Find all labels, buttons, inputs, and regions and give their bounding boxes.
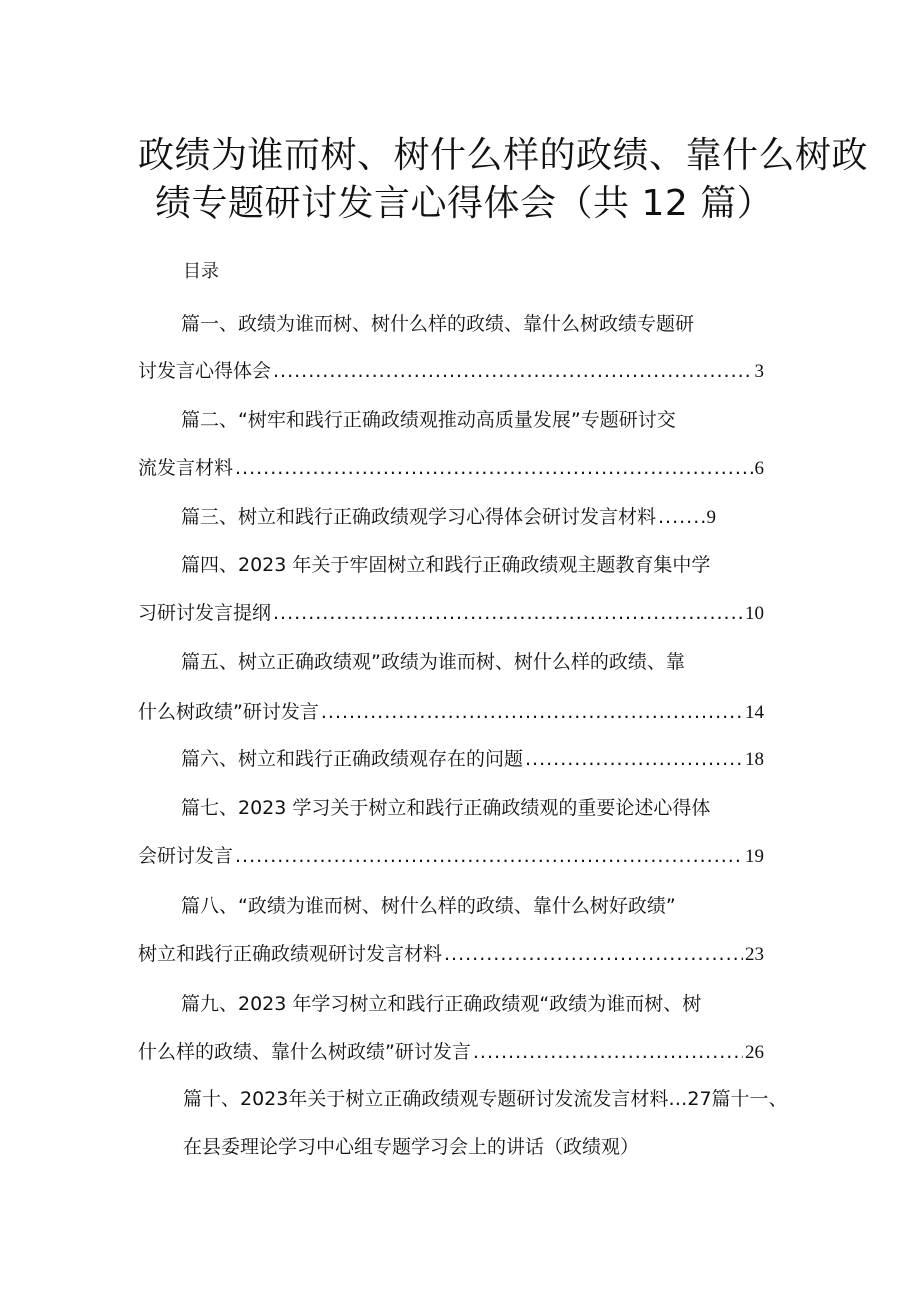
toc-page-number: 23 bbox=[745, 944, 764, 965]
toc-entry-8-line-1[interactable]: 篇八、“政绩为谁而树、树什么样的政绩、靠什么树好政绩” bbox=[181, 895, 676, 917]
toc-entry-text: 讨发言心得体会 bbox=[138, 360, 272, 382]
toc-page-number: 9 bbox=[706, 507, 716, 528]
toc-page-number: 3 bbox=[754, 361, 764, 382]
toc-entry-5-line-2[interactable] bbox=[138, 699, 764, 726]
toc-entry-1-line-1[interactable]: 篇一、政绩为谁而树、树什么样的政绩、靠什么树政绩专题研 bbox=[181, 313, 695, 335]
toc-entry-10-11-line-1[interactable]: 篇十、2023年关于树立正确政绩观专题研讨发流发言材料…27篇十一、 bbox=[183, 1088, 788, 1110]
toc-leader-dots bbox=[235, 843, 743, 869]
toc-entry-8-line-2[interactable] bbox=[138, 941, 764, 968]
toc-entry-text: 篇六、树立和践行正确政绩观存在的问题 bbox=[181, 748, 524, 770]
toc-entry-text: 习研讨发言提纲 bbox=[138, 602, 272, 624]
toc-entry-7-line-1[interactable]: 篇七、2023 学习关于树立和践行正确政绩观的重要论述心得体 bbox=[181, 797, 711, 819]
toc-leader-dots bbox=[321, 699, 743, 725]
toc-leader-dots bbox=[444, 941, 743, 967]
toc-page-number: 19 bbox=[745, 846, 764, 867]
toc-leader-dots bbox=[273, 358, 752, 384]
toc-entry-9-line-2[interactable] bbox=[138, 1039, 764, 1066]
toc-entry-6[interactable] bbox=[181, 746, 764, 773]
toc-entry-11-line-2[interactable]: 在县委理论学习中心组专题学习会上的讲话（政绩观） bbox=[183, 1136, 640, 1158]
toc-heading: 目录 bbox=[183, 261, 219, 282]
toc-entry-5-line-1[interactable]: 篇五、树立正确政绩观”政绩为谁而树、树什么样的政绩、靠 bbox=[181, 651, 685, 673]
toc-leader-dots bbox=[273, 600, 743, 626]
toc-entry-text: 什么树政绩”研讨发言 bbox=[138, 701, 319, 723]
toc-leader-dots bbox=[235, 455, 752, 481]
toc-page-number: 14 bbox=[745, 702, 764, 723]
toc-leader-dots bbox=[473, 1039, 743, 1065]
toc-entry-3[interactable] bbox=[181, 504, 716, 531]
toc-entry-text: 树立和践行正确政绩观研讨发言材料 bbox=[138, 943, 443, 965]
toc-entry-7-line-2[interactable] bbox=[138, 843, 764, 870]
toc-entry-9-line-1[interactable]: 篇九、2023 年学习树立和践行正确政绩观“政绩为谁而树、树 bbox=[181, 993, 702, 1015]
toc-leader-dots bbox=[525, 746, 743, 772]
toc-page-number: 6 bbox=[754, 458, 764, 479]
toc-entry-4-line-1[interactable]: 篇四、2023 年关于牢固树立和践行正确政绩观主题教育集中学 bbox=[181, 554, 711, 576]
toc-leader-dots bbox=[658, 504, 704, 530]
toc-page-number: 18 bbox=[745, 749, 764, 770]
toc-entry-4-line-2[interactable] bbox=[138, 600, 764, 627]
toc-entry-text: 会研讨发言 bbox=[138, 845, 234, 867]
toc-entry-text: 篇三、树立和践行正确政绩观学习心得体会研讨发言材料 bbox=[181, 506, 657, 528]
document-title-line-2: 绩专题研讨发言心得体会（共 12 篇） bbox=[155, 183, 774, 224]
document-title-line-1: 政绩为谁而树、树什么样的政绩、靠什么树政 bbox=[138, 135, 869, 176]
toc-page-number: 10 bbox=[745, 603, 764, 624]
toc-entry-1-line-2[interactable] bbox=[138, 358, 764, 385]
toc-entry-text: 什么样的政绩、靠什么树政绩”研讨发言 bbox=[138, 1041, 471, 1063]
toc-entry-text: 流发言材料 bbox=[138, 457, 234, 479]
toc-entry-2-line-2[interactable] bbox=[138, 455, 764, 482]
toc-entry-2-line-1[interactable]: 篇二、“树牢和践行正确政绩观推动高质量发展”专题研讨交 bbox=[181, 409, 676, 431]
toc-page-number: 26 bbox=[745, 1042, 764, 1063]
